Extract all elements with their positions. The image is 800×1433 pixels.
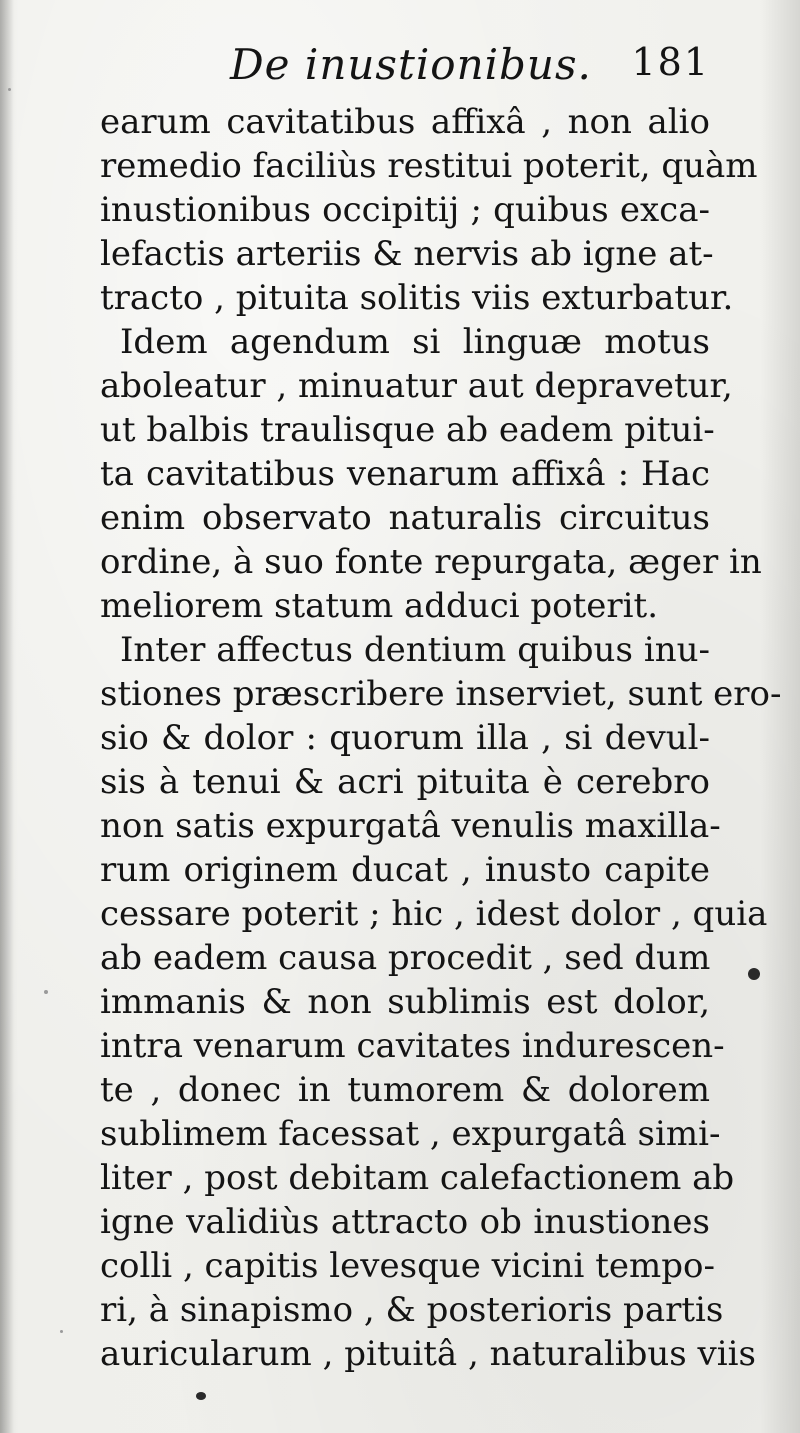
text-line: ordine, à suo fonte repurgata, æger in — [100, 542, 762, 582]
text-line: rum originem ducat , inusto capite — [100, 850, 710, 890]
text-line: liter , post debitam calefactionem ab — [100, 1158, 735, 1198]
ink-speck — [60, 1330, 63, 1333]
text-line: cessare poterit ; hic , idest dolor , quia — [100, 894, 768, 934]
text-line: earum cavitatibus affixâ , non alio — [100, 102, 710, 142]
ink-speck — [748, 968, 760, 980]
text-line: remedio faciliùs restitui poterit, quàm — [100, 146, 758, 186]
ink-speck — [44, 990, 48, 994]
text-line: sis à tenui & acri pituita è cerebro — [100, 762, 710, 802]
text-line: meliorem statum adduci poterit. — [100, 586, 659, 626]
text-line: sublimem facessat , expurgatâ simi- — [100, 1114, 721, 1154]
text-line: Inter affectus dentium quibus inu- — [120, 630, 710, 670]
page-number: 181 — [631, 40, 710, 84]
text-line: ut balbis traulisque ab eadem pitui- — [100, 410, 715, 450]
text-line: immanis & non sublimis est dolor, — [100, 982, 710, 1022]
running-head — [100, 40, 710, 100]
running-title: De inustionibus. — [230, 40, 592, 89]
text-line: inustionibus occipitij ; quibus exca- — [100, 190, 710, 230]
text-line: non satis expurgatâ venulis maxilla- — [100, 806, 721, 846]
text-line: ta cavitatibus venarum affixâ : Hac — [100, 454, 710, 494]
text-line: lefactis arteriis & nervis ab igne at- — [100, 234, 714, 274]
text-line: ri, à sinapismo , & posterioris partis — [100, 1290, 724, 1330]
body-text — [100, 100, 782, 1376]
text-line: auricularum , pituitâ , naturalibus viis — [100, 1334, 756, 1374]
text-line: aboleatur , minuatur aut depravetur, — [100, 366, 733, 406]
ink-speck — [196, 1392, 206, 1400]
text-line: colli , capitis levesque vicini tempo- — [100, 1246, 715, 1286]
text-line: enim observato naturalis circuitus — [100, 498, 710, 538]
text-line: sio & dolor : quorum illa , si devul- — [100, 718, 710, 758]
text-line: igne validiùs attracto ob inustiones — [100, 1202, 710, 1242]
text-line: te , donec in tumorem & dolorem — [100, 1070, 710, 1110]
ink-speck — [8, 88, 11, 91]
text-line: intra venarum cavitates indurescen- — [100, 1026, 725, 1066]
text-line: ab eadem causa procedit , sed dum — [100, 938, 711, 978]
text-line: stiones præscribere inserviet, sunt ero- — [100, 674, 782, 714]
text-line: tracto , pituita solitis viis exturbatur. — [100, 278, 734, 318]
gutter-shadow — [0, 0, 14, 1433]
text-line: Idem agendum si linguæ motus — [120, 322, 710, 362]
